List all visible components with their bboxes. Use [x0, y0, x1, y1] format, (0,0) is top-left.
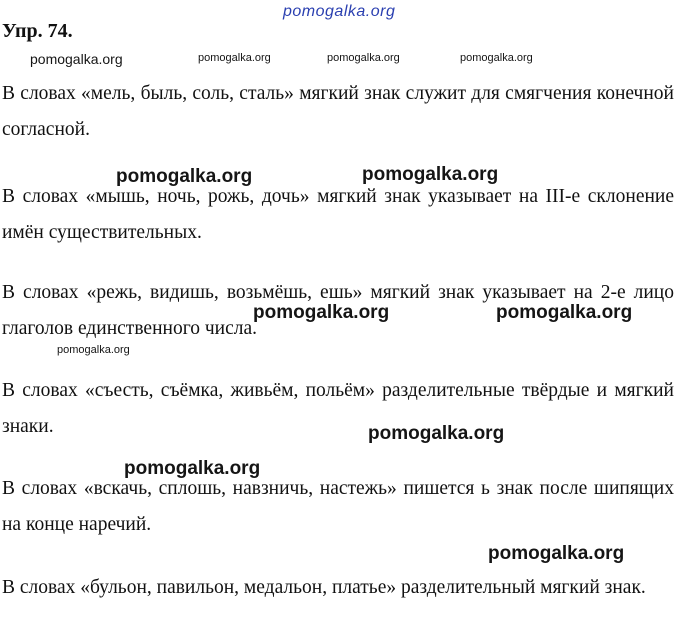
paragraph-2: В словах «мышь, ночь, рожь, дочь» мягкий знак указывает на III-е склонение имён существительных.	[2, 186, 674, 243]
watermark: pomogalka.org	[362, 164, 499, 185]
paragraph-4: В словах «съесть, съёмка, живьём, польём» разделительные твёрдые и мягкий знаки.	[2, 380, 674, 437]
watermark: pomogalka.org	[253, 302, 390, 323]
watermark: pomogalka.org	[124, 458, 261, 479]
watermark: pomogalka.org	[327, 52, 400, 64]
paragraph-6: В словах «бульон, павильон, медальон, платье» разделительный мягкий знак.	[2, 577, 646, 598]
watermark: pomogalka.org	[30, 51, 123, 67]
watermark: pomogalka.org	[496, 302, 633, 323]
watermark-top: pomogalka.org	[283, 3, 396, 20]
watermark: pomogalka.org	[198, 52, 271, 64]
exercise-title: Упр. 74.	[2, 20, 73, 42]
watermark: pomogalka.org	[57, 344, 130, 356]
paragraph-1: В словах «мель, быль, соль, сталь» мягкий знак служит для смягчения конечной согласной.	[2, 83, 674, 140]
paragraph-3: В словах «режь, видишь, возьмёшь, ешь» мягкий знак указывает на 2-е лицо глаголов единственного числа.	[2, 282, 674, 339]
watermark: pomogalka.org	[488, 543, 625, 564]
watermark: pomogalka.org	[116, 166, 253, 187]
watermark: pomogalka.org	[460, 52, 533, 64]
watermark: pomogalka.org	[368, 423, 505, 444]
paragraph-5: В словах «вскачь, сплошь, навзничь, настежь» пишется ь знак после шипящих на конце наречий.	[2, 478, 674, 535]
